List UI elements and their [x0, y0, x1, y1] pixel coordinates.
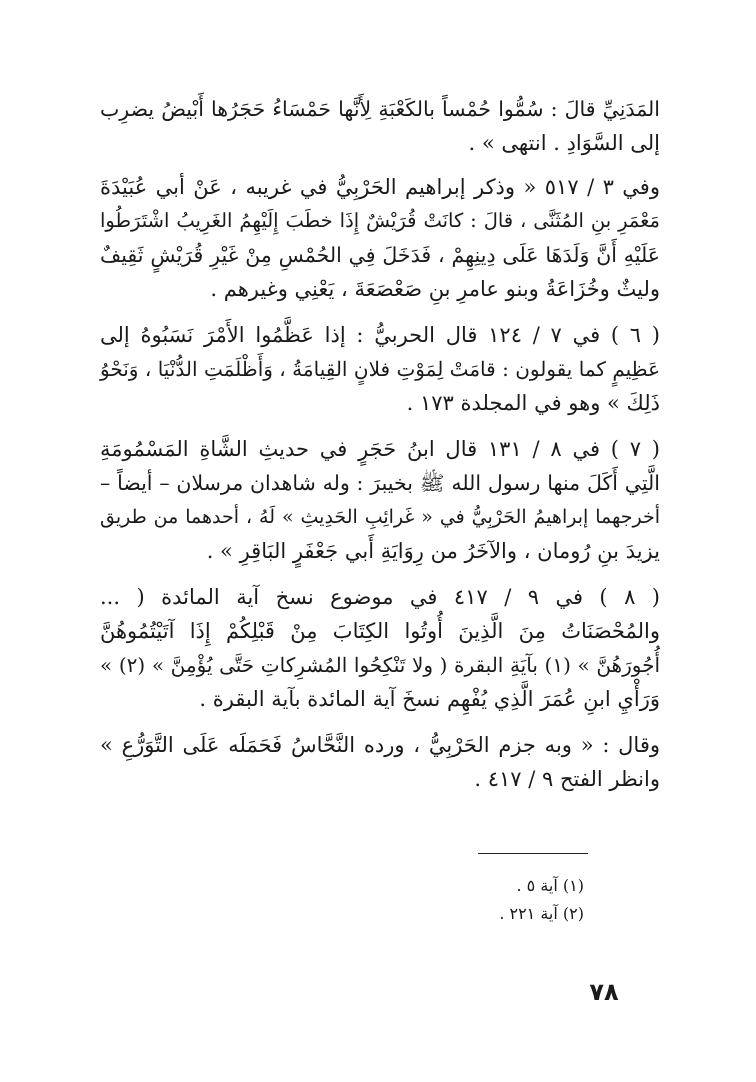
text-line: أُجُورَهُنَّ » (١) بآيَةِ البقرة ( ولا تَنْكِحُوا المُشرِكاتِ حَتَّى يُؤْمِنَّ » (٢) » [100, 653, 661, 677]
paragraph-4 [100, 432, 660, 568]
footnote-1: (١) آية ٥ . [516, 876, 584, 895]
paragraph-5 [100, 580, 660, 716]
page-body [100, 92, 660, 808]
paragraph-1 [100, 92, 660, 160]
text-line: وَرَأْيِ ابنِ عُمَرَ الَّذِي يُفْهِم نسخَ آية المائدة بآية البقرة . [199, 687, 660, 711]
footnotes [499, 872, 584, 928]
paragraph-3 [100, 318, 660, 420]
text-line: يزيدَ بنِ رُومان ، والآخَرُ من رِوَايَةِ أَبي جَعْفَرٍ البَاقِرِ » . [206, 539, 660, 563]
text-line: ذَلِكَ » وهو في المجلدة ١٧٣ . [406, 391, 660, 415]
text-line: وانظر الفتح ٩ / ٤١٧ . [474, 767, 660, 791]
text-line: أخرجهما إبراهيمُ الحَرْبِيُّ في « غَرائِبِ الحَدِيثِ » لَهُ ، أحدهما من طريق [100, 506, 660, 528]
page-number: ٧٨ [589, 978, 619, 1006]
text-line: والمُحْصَنَاتُ مِنَ الَّذِينَ أُوتُوا الكِتَابَ مِنْ قَبْلِكُمْ إِذَا آتَيْتُمُوهُنَّ [100, 619, 660, 643]
text-line: مَعْمَرِ بنِ المُثَنَّى ، قالَ : كانَتْ قُرَيْشٌ إِذَا خطَبَ إِلَيْهِمُ الغَرِيبُ اشْتَرَطُوا [100, 209, 660, 232]
text-line: المَدَنِيِّ قالَ : سُمُّوا حُمْساً بالكَعْبَةِ لِأَنَّها حَمْسَاءُ حَجَرُها أَبْيضُ يضرِب [100, 97, 660, 121]
paragraph-2 [100, 170, 660, 306]
paragraph-6 [100, 728, 660, 796]
text-line: ( ٧ ) في ٨ / ١٣١ قال ابنُ حَجَرٍ في حديثِ الشَّاةِ المَسْمُومَةِ [100, 437, 661, 461]
text-line: وقال : « وبه جزم الحَرْبِيُّ ، ورده النَّحَّاسُ فَحَمَلَه عَلَى التَّوَرُّعِ » [100, 733, 660, 757]
text-line: وفي ٣ / ٥١٧ « وذكر إبراهيم الحَرْبِيُّ في غريبه ، عَنْ أبي عُبَيْدَةَ [100, 175, 660, 199]
text-line: وليثٌ وخُزَاعَةُ وبنو عامرِ بنِ صَعْصَعَةَ ، يَعْنِي وغيرهم . [210, 277, 660, 301]
text-line: عَلَيْهِ أَنَّ وَلَدَهَا عَلَى دِينِهِمْ ، فَدَخَلَ فِي الحُمْسِ مِنْ غَيْرِ قُرَيْشٍ ثَقِيفٌ [100, 243, 660, 267]
text-line: عَظِيمٍ كما يقولون : قامَتْ لِمَوْتِ فلانٍ القِيامَةُ ، وَأَظْلَمَتِ الدُّنْيَا ، وَنَحْوُ [100, 357, 660, 381]
text-line: ( ٦ ) في ٧ / ١٢٤ قال الحربيُّ : إذا عَظَّمُوا الأَمْرَ نَسَبُوهُ إلى [100, 323, 660, 347]
footnote-2: (٢) آية ٢٢١ . [499, 904, 584, 923]
footnote-divider [478, 853, 588, 854]
text-line: ( ٨ ) في ٩ / ٤١٧ في موضوع نسخ آية المائدة ( ... [100, 585, 660, 609]
text-line: إلى السَّوَادِ . انتهى » . [468, 131, 660, 155]
text-line: الَّتِي أَكَلَ منها رسول الله ﷺ بخيبرَ : وله شاهدان مرسلان – أيضاً – [100, 471, 660, 495]
